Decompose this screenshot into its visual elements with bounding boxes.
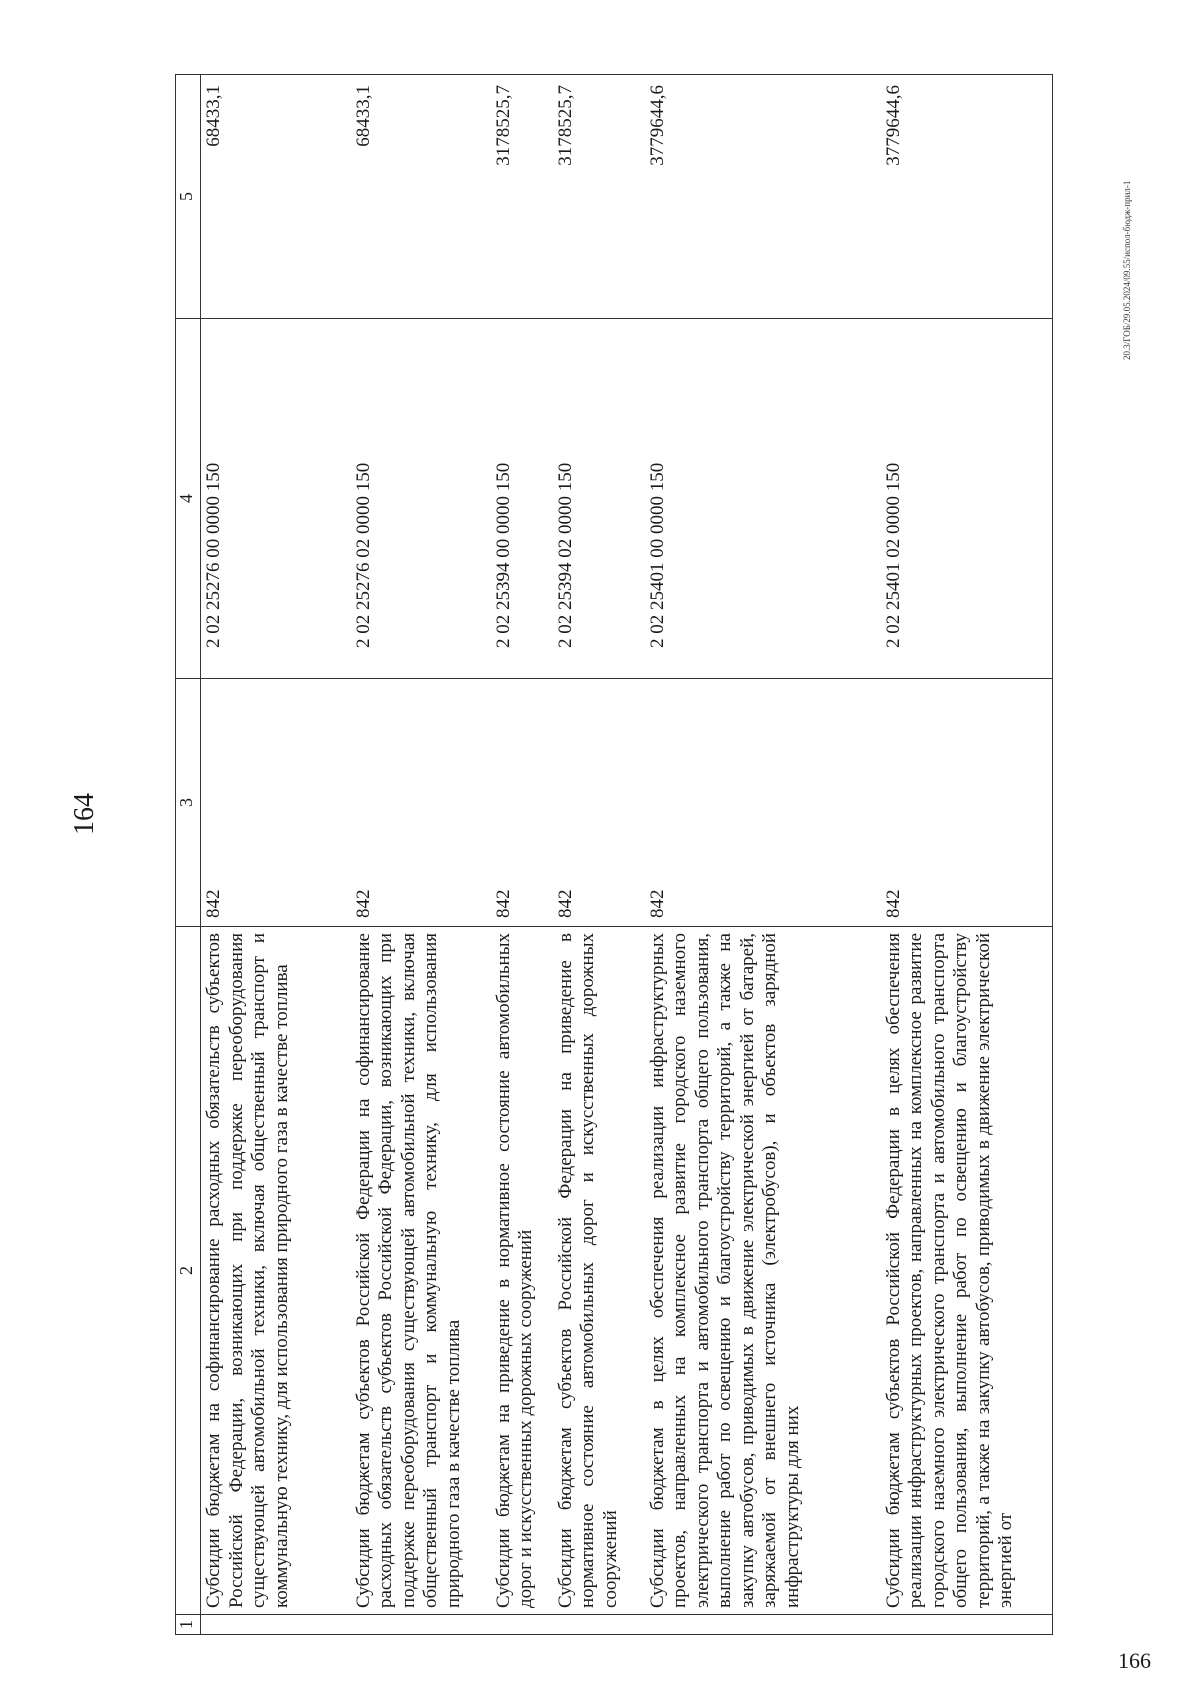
cell-description: Субсидии бюджетам на софинансирование расходных обязательств субъектов Российской Федерации, возникающих при поддержке переоборудования существующей автомобильной техники, включая общественный транспорт и коммунальную технику, для использования природного газа в качестве топлива [201,927,351,1615]
cell-col1 [491,1615,553,1635]
cell-admin-code: 842 [201,679,351,927]
cell-amount: 3178525,7 [491,75,553,319]
budget-table [175,74,1053,1635]
table-row [201,75,351,1635]
cell-col1 [351,1615,491,1635]
cell-description: Субсидии бюджетам субъектов Российской Федерации в целях обеспечения реализации инфраструктурных проектов, направленных на комплексное развитие городского наземного электрического транспорта и автомобильного транспорта общего пользования, выполнение работ по освещению и благоустройству территорий, а также на закупку автобусов, приводимых в движение электрической энергией от [881,927,1053,1615]
cell-admin-code: 842 [645,679,881,927]
cell-description: Субсидии бюджетам субъектов Российской Федерации на софинансирование расходных обязательств субъектов Российской Федерации, возникающих при поддержке переоборудования существующей автомобильной техники, включая общественный транспорт и коммунальную технику, для использования природного газа в качестве топлива [351,927,491,1615]
cell-admin-code: 842 [491,679,553,927]
cell-budget-code: 2 02 25276 02 0000 150 [351,319,491,679]
cell-amount: 3178525,7 [553,75,645,319]
cell-budget-code: 2 02 25401 00 0000 150 [645,319,881,679]
header-row [176,75,201,1635]
cell-amount: 3779644,6 [645,75,881,319]
header-col-1: 1 [176,1615,201,1635]
cell-budget-code: 2 02 25401 02 0000 150 [881,319,1053,679]
table-row [491,75,553,1635]
cell-budget-code: 2 02 25394 00 0000 150 [491,319,553,679]
table-row [645,75,881,1635]
table-row [553,75,645,1635]
header-col-2: 2 [176,927,201,1615]
cell-admin-code: 842 [881,679,1053,927]
cell-description: Субсидии бюджетам субъектов Российской Федерации на приведение в нормативное состояние автомобильных дорог и искусственных дорожных сооружений [553,927,645,1615]
cell-admin-code: 842 [553,679,645,927]
header-col-3: 3 [176,679,201,927]
cell-amount: 68433,1 [201,75,351,319]
rotated-table-wrapper [175,75,1065,1635]
cell-col1 [201,1615,351,1635]
cell-budget-code: 2 02 25276 00 0000 150 [201,319,351,679]
cell-amount: 3779644,6 [881,75,1053,319]
sheet-number: 166 [1118,1648,1151,1673]
cell-amount: 68433,1 [351,75,491,319]
cell-budget-code: 2 02 25394 02 0000 150 [553,319,645,679]
header-col-4: 4 [176,319,201,679]
cell-description: Субсидии бюджетам на приведение в нормативное состояние автомобильных дорог и искусственных дорожных сооружений [491,927,553,1615]
table-row [881,75,1053,1635]
cell-col1 [645,1615,881,1635]
cell-col1 [553,1615,645,1635]
table-row [351,75,491,1635]
page-number: 164 [69,793,100,835]
footer-code: 20.3/ГОБ/29.05.2024/09.55/испол-бюдж-прил-1 [1122,180,1132,360]
cell-admin-code: 842 [351,679,491,927]
cell-col1 [881,1615,1053,1635]
header-col-5: 5 [176,75,201,319]
cell-description: Субсидии бюджетам в целях обеспечения реализации инфраструктурных проектов, направленных на комплексное развитие городского наземного электрического транспорта и автомобильного транспорта общего пользования, выполнение работ по освещению и благоустройству территорий, а также на закупку автобусов, приводимых в движение электрической энергией от батарей, заряжаемой от внешнего источника (электробусов), и объектов зарядной инфраструктуры для них [645,927,881,1615]
